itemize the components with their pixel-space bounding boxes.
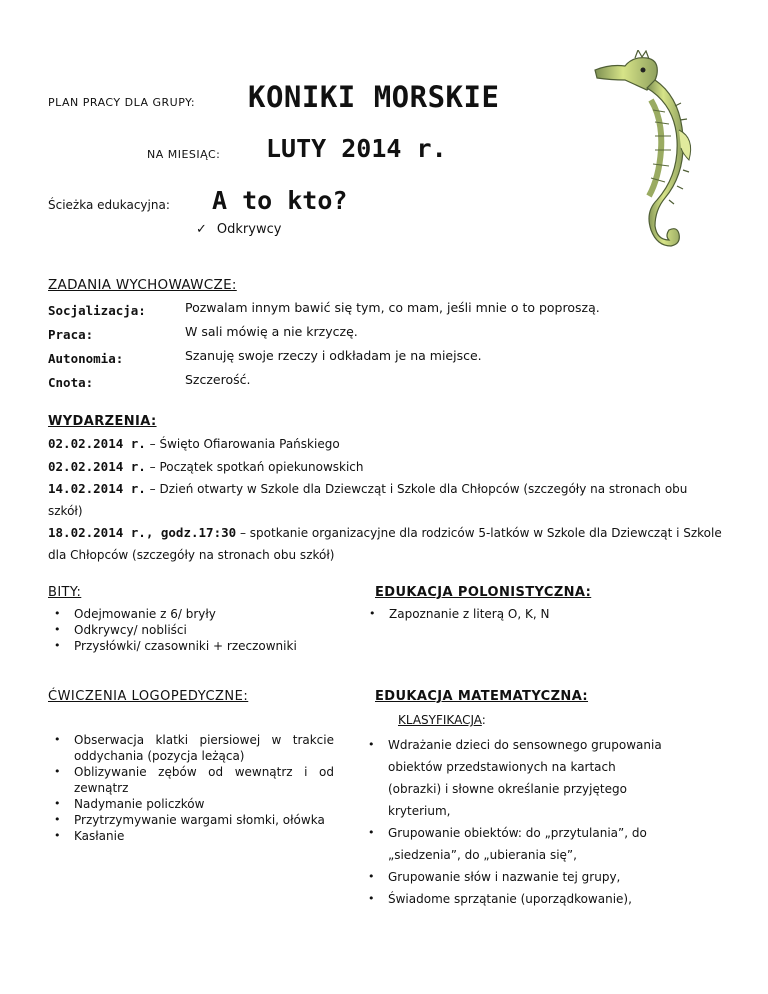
event-date: 14.02.2014 r.	[48, 481, 146, 496]
math-subtitle-suffix: :	[481, 713, 486, 727]
list-item-text: Obserwacja klatki piersiowej w trakcie oddychania (pozycja leżąca)	[74, 733, 334, 763]
list-item	[48, 764, 334, 796]
list-item-text: Świadome sprzątanie (uporządkowanie),	[388, 892, 632, 906]
list-item	[48, 638, 348, 654]
task-label: Autonomia:	[48, 351, 124, 366]
bullet-icon: •	[54, 813, 61, 826]
list-item-text: Przysłówki/ czasowniki + rzeczowniki	[74, 639, 297, 653]
bullet-icon: •	[54, 733, 61, 746]
list-item	[362, 734, 672, 822]
list-item-text: Zapoznanie z literą O, K, N	[389, 607, 550, 621]
checkmark-icon: ✓	[196, 222, 207, 237]
list-item	[48, 622, 348, 638]
polonist-list	[363, 606, 723, 622]
task-row	[48, 300, 728, 324]
task-label: Socjalizacja:	[48, 303, 146, 318]
list-item	[362, 822, 672, 866]
bullet-icon: •	[368, 892, 375, 905]
month-label: NA MIESIĄC:	[147, 148, 221, 161]
event-date: 02.02.2014 r.	[48, 458, 146, 474]
bullet-icon: •	[54, 797, 61, 810]
task-row	[48, 324, 728, 348]
list-item-text: Odkrywcy/ nobliści	[74, 623, 187, 637]
tasks-table	[48, 300, 728, 396]
group-name: KONIKI MORSKIE	[248, 80, 500, 114]
events-title: WYDARZENIA:	[48, 414, 157, 429]
bullet-icon: •	[368, 738, 375, 751]
task-text: Pozwalam innym bawić się tym, co mam, jeśli mnie o to poproszą.	[185, 300, 600, 315]
event-item	[48, 456, 724, 479]
logo-title: ĆWICZENIA LOGOPEDYCZNE:	[48, 689, 249, 704]
list-item	[362, 866, 672, 888]
event-item	[48, 478, 724, 522]
event-text: – spotkanie organizacyjne dla rodziców 5-latków w Szkole dla Dziewcząt i Szkole dla Chłopców (szczegóły na stronach obu szkół)	[48, 526, 722, 562]
list-item-text: Wdrażanie dzieci do sensownego grupowania obiektów przedstawionych na kartach (obrazki) i słowne określanie przyjętego kryterium,	[388, 738, 662, 818]
task-label: Cnota:	[48, 375, 94, 390]
event-item	[48, 433, 724, 456]
polonist-title: EDUKACJA POLONISTYCZNA:	[375, 585, 592, 600]
list-item-text: Nadymanie policzków	[74, 797, 205, 811]
list-item	[363, 606, 723, 622]
list-item-text: Oblizywanie zębów od wewnątrz i od zewnątrz	[74, 765, 334, 795]
list-item	[48, 796, 334, 812]
bullet-icon: •	[54, 829, 61, 842]
seahorse-illustration	[585, 50, 705, 270]
task-text: W sali mówię a nie krzyczę.	[185, 324, 358, 339]
task-text: Szanuję swoje rzeczy i odkładam je na miejsce.	[185, 348, 482, 363]
bity-list	[48, 606, 348, 654]
event-text: – Dzień otwarty w Szkole dla Dziewcząt i Szkole dla Chłopców (szczegóły na stronach obu szkół)	[48, 482, 688, 518]
list-item	[48, 828, 334, 844]
logo-list	[48, 732, 334, 844]
bullet-icon: •	[368, 870, 375, 883]
event-date: 02.02.2014 r.	[48, 436, 146, 451]
list-item-text: Przytrzymywanie wargami słomki, ołówka	[74, 813, 325, 827]
bullet-icon: •	[54, 623, 61, 636]
event-item	[48, 522, 724, 566]
bullet-icon: •	[368, 826, 375, 839]
task-row	[48, 372, 728, 396]
bullet-icon: •	[54, 607, 61, 620]
plan-label: PLAN PRACY DLA GRUPY:	[48, 96, 196, 109]
list-item	[48, 812, 334, 828]
list-item-text: Odejmowanie z 6/ bryły	[74, 607, 216, 621]
month-value: LUTY 2014 r.	[266, 134, 447, 163]
task-row	[48, 348, 728, 372]
event-text: – Święto Ofiarowania Pańskiego	[145, 437, 340, 451]
list-item-text: Kasłanie	[74, 829, 125, 843]
check-item	[196, 222, 281, 237]
path-label: Ścieżka edukacyjna:	[48, 198, 170, 212]
math-subtitle	[398, 713, 486, 727]
task-text: Szczerość.	[185, 372, 251, 387]
bullet-icon: •	[54, 765, 61, 778]
bullet-icon: •	[54, 639, 61, 652]
bullet-icon: •	[369, 607, 376, 620]
math-list	[362, 734, 672, 910]
math-subtitle-text: KLASYFIKACJA	[398, 713, 482, 727]
list-item	[362, 888, 672, 910]
list-item	[48, 732, 334, 764]
list-item-text: Grupowanie słów i nazwanie tej grupy,	[388, 870, 621, 884]
bity-title: BITY:	[48, 585, 82, 600]
math-title: EDUKACJA MATEMATYCZNA:	[375, 689, 589, 704]
check-item-label: Odkrywcy	[216, 222, 282, 237]
tasks-title: ZADANIA WYCHOWAWCZE:	[48, 277, 237, 293]
list-item	[48, 606, 348, 622]
events-list	[48, 433, 724, 566]
event-text: – Początek spotkań opiekunowskich	[145, 459, 364, 474]
list-item-text: Grupowanie obiektów: do „przytulania”, do „siedzenia”, do „ubierania się”,	[388, 826, 647, 862]
path-value: A to kto?	[212, 186, 348, 215]
event-date: 18.02.2014 r., godz.17:30	[48, 525, 237, 540]
task-label: Praca:	[48, 327, 94, 342]
